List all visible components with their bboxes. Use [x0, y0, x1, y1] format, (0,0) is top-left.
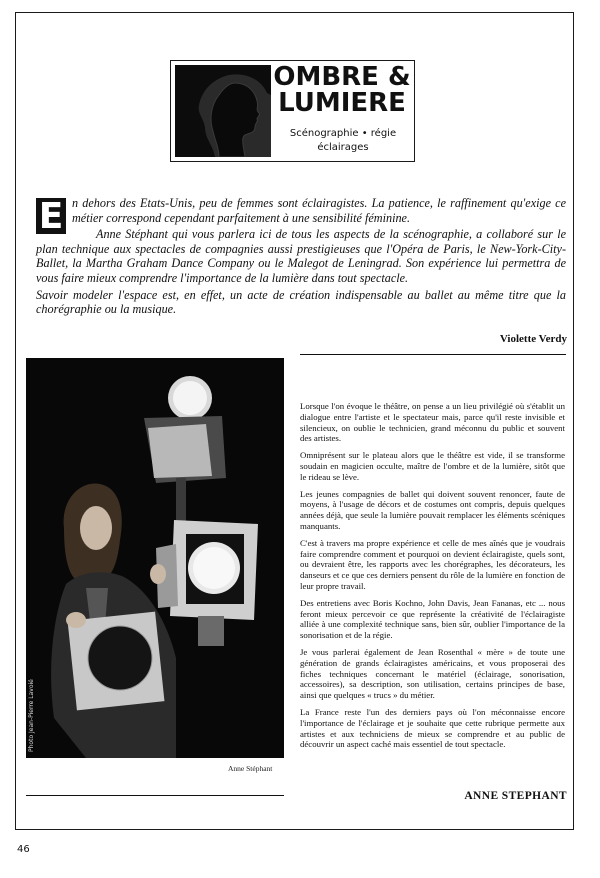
article-author: ANNE STEPHANT	[464, 790, 567, 802]
photo-caption: Anne Stéphant	[228, 764, 273, 773]
masthead-title-line1: OMBRE &	[273, 62, 411, 92]
intro-paragraph-3: Savoir modeler l'espace est, en effet, un acte de création indispensable au ballet au même titre que la chorégraphie ou la musique.	[36, 287, 566, 317]
body-column	[300, 401, 565, 756]
body-paragraph: Omniprésent sur le plateau alors que le théâtre est vide, il se transforme soudain en magicien occulte, maître de l'ombre et de la lumière, sitôt que le rideau se lève.	[300, 450, 565, 482]
masthead-logo	[170, 60, 415, 162]
body-paragraph: La France reste l'un des derniers pays où l'on méconnaisse encore l'importance de l'éclairage et je souhaite que cette rubrique permette aux artistes et aux techniciens de mieux se comprendre et au public de découvrir un aspect caché mais essentiel de tout spectacle.	[300, 706, 565, 750]
intro-author: Violette Verdy	[499, 333, 567, 345]
drop-cap: E	[36, 198, 66, 234]
body-paragraph: Je vous parlerai également de Jean Rosenthal « mère » de toute une génération de grands éclairagistes américains, et vous proposerai des fiches techniques concernant le matériel (éclairage, sonorisation, accessoires), sa description, son utilisation, certains principes de base, ainsi que quelques « trucs » du métier.	[300, 646, 565, 701]
masthead-subtitle	[273, 127, 413, 155]
page-number: 46	[17, 844, 30, 855]
body-paragraph: C'est à travers ma propre expérience et celle de mes aînés que je voudrais faire comprendre comment et pourquoi on devient éclairagiste, quels sont, ou devraient être, les rapports avec les chorégraphes, les décorateurs, les danseurs et ce que ces derniers pensent du rôle de la lumière en fonction de leur propre travail.	[300, 537, 565, 591]
masthead-subtitle-line1: Scénographie • régie	[289, 128, 397, 139]
masthead-subtitle-line2: éclairages	[317, 142, 369, 153]
intro-p1-text: n dehors des Etats-Unis, peu de femmes sont éclairagistes. La patience, le raffinement qu'exige ce métier correspond cependant parfaitement à une sensibilité féminine.	[72, 196, 566, 225]
divider-rule	[300, 354, 566, 355]
masthead-title-line2: LUMIERE	[278, 88, 406, 118]
body-paragraph: Les jeunes compagnies de ballet qui doivent souvent renoncer, faute de moyens, à l'usage de décors et de costumes ont compris, depuis quelques années déjà, que seule la lumière pouvait remplacer les éléments scéniques manquants.	[300, 488, 565, 531]
intro-paragraph-2: Anne Stéphant qui vous parlera ici de tous les aspects de la scénographie, a collaboré sur le plan technique aux spectacles de compagnies aussi prestigieuses que l'Opéra de Paris, le New-York-City-Ballet, la Martha Graham Dance Company ou le Malegot de Leningrad. Son expérience lui permettra de vous faire mieux comprendre l'importance de la lumière dans tout spectacle.	[36, 227, 566, 285]
photo-anne-stephant	[26, 358, 284, 758]
body-paragraph: Lorsque l'on évoque le théâtre, on pense a un lieu privilégié où s'établit un dialogue entre l'artiste et le spectateur mais, parce qu'il reste invisible et silencieux, on oublie le technicien, grand méconnu du public et souvent des artistes.	[300, 401, 565, 444]
bottom-rule	[26, 795, 284, 796]
intro-paragraph-1	[36, 196, 566, 237]
intro-section	[36, 196, 566, 319]
silhouette-logo-image	[175, 65, 271, 157]
masthead-title	[269, 64, 415, 116]
body-paragraph: Des entretiens avec Boris Kochno, John Davis, Jean Fananas, etc ... nous feront mieux percevoir ce que représente la créativité de l'éclairagiste alliée à une complexité technique sans, bien sûr, oublier l'importance de la sonorisation et de la régie.	[300, 597, 565, 641]
photo-credit: Photo Jean-Pierre Lavoié	[28, 679, 35, 752]
